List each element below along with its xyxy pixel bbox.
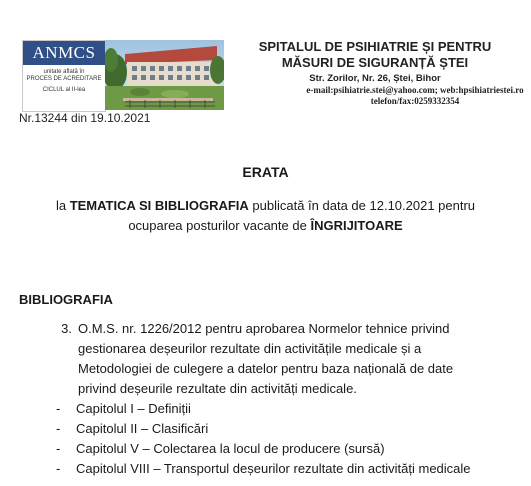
intro-line1 [0, 196, 531, 216]
chapter-list [56, 399, 471, 479]
anmcs-logo-line2: PROCES DE ACREDITARE [26, 76, 102, 82]
section-title: BIBLIOGRAFIA [19, 292, 113, 307]
intro-prefix: la [55, 198, 70, 213]
intro-middle: publicată în data de 12.10.2021 pentru [248, 198, 476, 213]
bibliography-item [52, 319, 522, 399]
list-item [56, 399, 471, 419]
intro-line2-prefix: ocuparea posturilor vacante de [128, 218, 311, 233]
intro-bold-position: ÎNGRIJITOARE [310, 218, 403, 233]
anmcs-logo-line3: CICLUL al II-lea [42, 87, 86, 93]
item-text: O.M.S. nr. 1226/2012 pentru aprobarea Normelor tehnice privind gestionarea deșeurilor rezultate din activitățile medicale și a Metodologiei de culegere a datelor pentru baza națională de date privind deșeurile rezultate din activități medicale. [78, 321, 454, 396]
intro-paragraph [0, 196, 531, 236]
anmcs-logo [22, 40, 106, 112]
org-email-web: e-mail:psihiatrie.stei@yahoo.com; web:hpsihiatriestei.ro [306, 85, 524, 95]
org-phone: telefon/fax:0259332354 [370, 96, 460, 106]
item-number: 3. [61, 321, 72, 336]
org-name-line1: SPITALUL DE PSIHIATRIE ȘI PENTRU [258, 39, 492, 54]
registration-number: Nr.13244 din 19.10.2021 [19, 111, 151, 125]
organization-header [225, 39, 525, 107]
intro-line2 [0, 216, 531, 236]
dash-bullet: - [56, 461, 61, 476]
document-title: ERATA [242, 164, 289, 180]
list-item [56, 459, 471, 479]
list-item [56, 439, 471, 459]
chapter-label: Capitolul I – Definiții [76, 401, 191, 416]
anmcs-logo-brand: ANMCS [23, 41, 105, 65]
dash-bullet: - [56, 421, 61, 436]
dash-bullet: - [56, 401, 61, 416]
chapter-label: Capitolul V – Colectarea la locul de producere (sursă) [76, 441, 385, 456]
anmcs-logo-line1: unitate aflată în [43, 69, 85, 75]
intro-bold-topic: TEMATICA SI BIBLIOGRAFIA [69, 198, 249, 213]
chapter-label: Capitolul VIII – Transportul deșeurilor rezultate din activități medicale [76, 461, 471, 476]
chapter-label: Capitolul II – Clasificări [76, 421, 209, 436]
org-name-line2: MĂSURI DE SIGURANȚĂ ȘTEI [281, 55, 469, 70]
list-item [56, 419, 471, 439]
org-address: Str. Zorilor, Nr. 26, Ștei, Bihor [309, 73, 441, 84]
hospital-photo [105, 40, 224, 110]
dash-bullet: - [56, 441, 61, 456]
